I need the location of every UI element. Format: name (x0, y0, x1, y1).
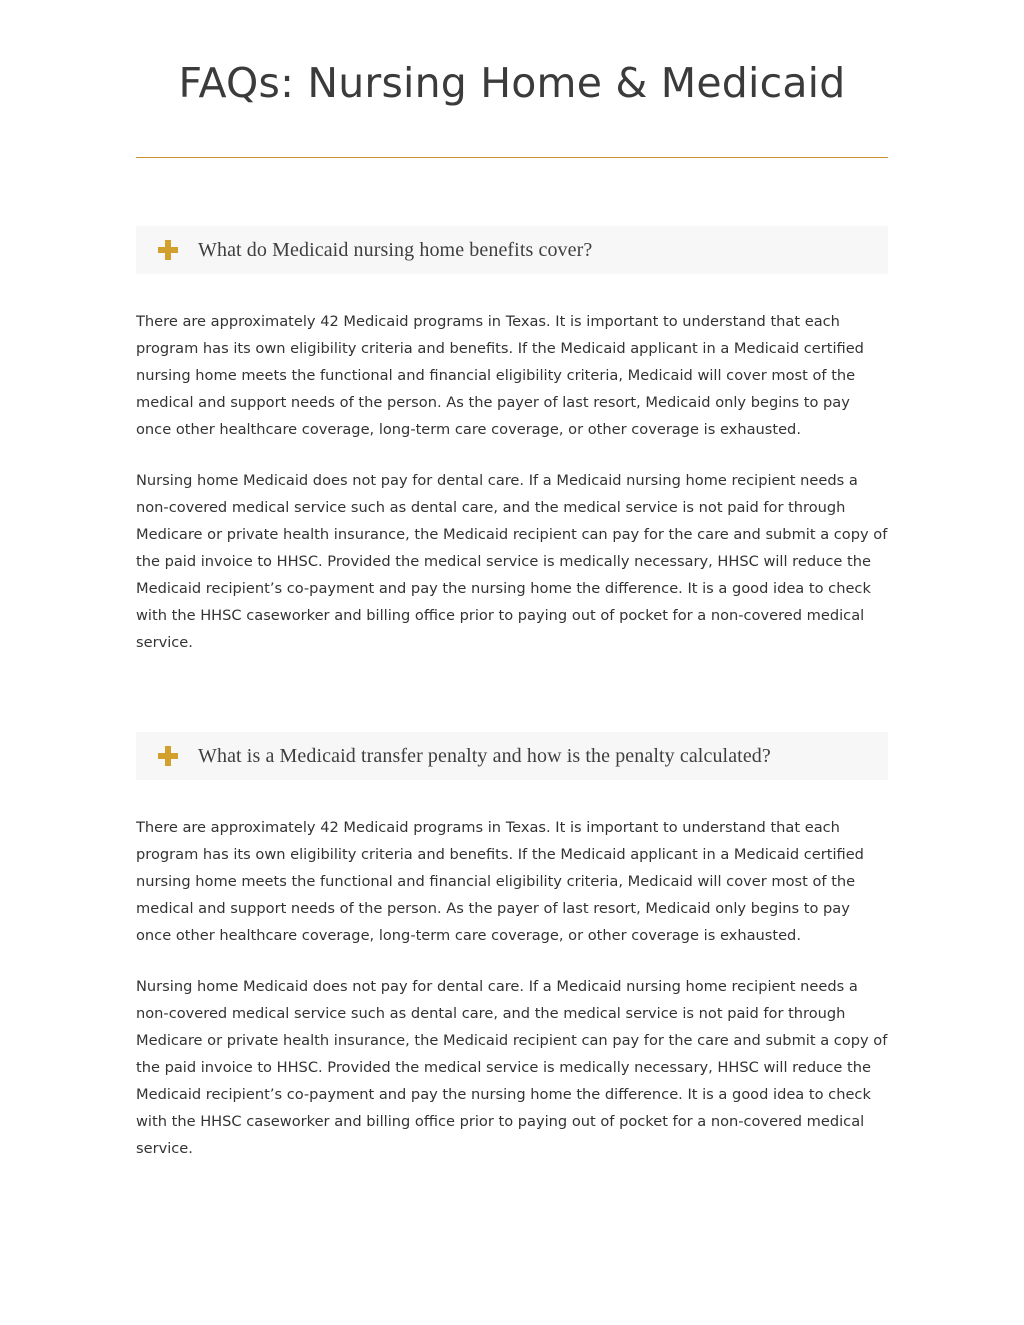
faq-header-toggle-1[interactable] (136, 732, 888, 780)
faq-item (136, 732, 888, 1162)
faq-item (136, 226, 888, 656)
faq-question: What is a Medicaid transfer penalty and how is the penalty calculated? (198, 745, 771, 768)
page-title: FAQs: Nursing Home & Medicaid (178, 59, 846, 107)
faq-question: What do Medicaid nursing home benefits cover? (198, 239, 593, 262)
plus-icon (158, 240, 178, 260)
faq-paragraph: Nursing home Medicaid does not pay for dental care. If a Medicaid nursing home recipient needs a non-covered medical service such as dental care, and the medical service is not paid for through Medicare or private health insurance, the Medicaid recipient can pay for the care and submit a copy of the paid invoice to HHSC. Provided the medical service is medically necessary, HHSC will reduce the Medicaid recipient’s co-payment and pay the nursing home the difference. It is a good idea to check with the HHSC caseworker and billing office prior to paying out of pocket for a non-covered medical service. (136, 978, 888, 1158)
faq-answer (136, 308, 888, 656)
faq-paragraph: There are approximately 42 Medicaid programs in Texas. It is important to understand that each program has its own eligibility criteria and benefits. If the Medicaid applicant in a Medicaid certified nursing home meets the functional and financial eligibility criteria, Medicaid will cover most of the medical and support needs of the person. As the payer of last resort, Medicaid only begins to pay once other healthcare coverage, long-term care coverage, or other coverage is exhausted. (136, 313, 864, 439)
faq-paragraph: There are approximately 42 Medicaid programs in Texas. It is important to understand that each program has its own eligibility criteria and benefits. If the Medicaid applicant in a Medicaid certified nursing home meets the functional and financial eligibility criteria, Medicaid will cover most of the medical and support needs of the person. As the payer of last resort, Medicaid only begins to pay once other healthcare coverage, long-term care coverage, or other coverage is exhausted. (136, 819, 864, 945)
title-divider (136, 157, 888, 158)
faq-answer (136, 814, 888, 1162)
faq-header-toggle-0[interactable] (136, 226, 888, 274)
faq-paragraph: Nursing home Medicaid does not pay for dental care. If a Medicaid nursing home recipient needs a non-covered medical service such as dental care, and the medical service is not paid for through Medicare or private health insurance, the Medicaid recipient can pay for the care and submit a copy of the paid invoice to HHSC. Provided the medical service is medically necessary, HHSC will reduce the Medicaid recipient’s co-payment and pay the nursing home the difference. It is a good idea to check with the HHSC caseworker and billing office prior to paying out of pocket for a non-covered medical service. (136, 472, 888, 652)
plus-icon (158, 746, 178, 766)
faq-list (136, 226, 888, 1162)
